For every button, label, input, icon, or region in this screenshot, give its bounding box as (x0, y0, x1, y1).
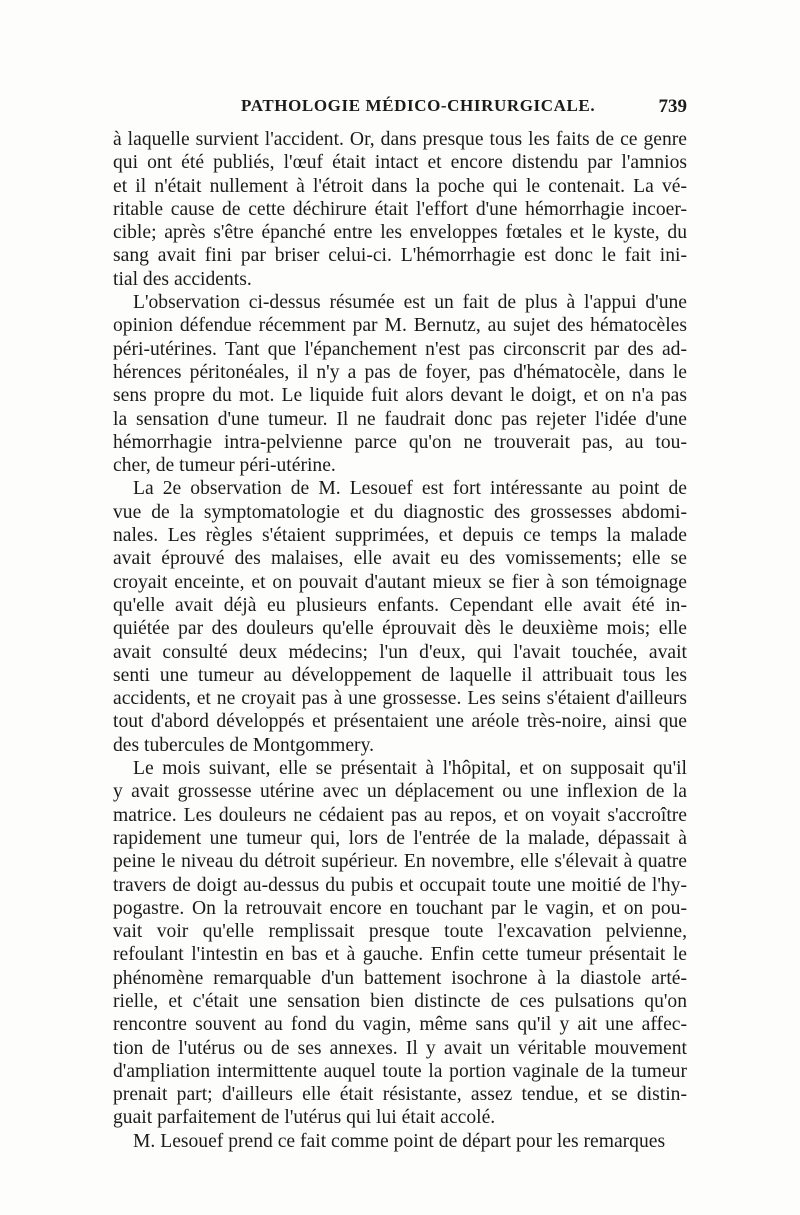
text-line: vait voir qu'elle remplissait presque toute l'excavation pelvienne, (113, 921, 687, 943)
paragraph (113, 128, 687, 291)
text-line: qui ont été publiés, l'œuf était intact et encore distendu par l'amnios (113, 152, 687, 174)
text-line: nales. Les règles s'étaient supprimées, et depuis ce temps la malade (113, 525, 687, 547)
text-line: vue de la symptomatologie et du diagnostic des grossesses abdomi- (113, 501, 687, 523)
page-number: 739 (658, 96, 687, 117)
text-line: cher, de tumeur péri-utérine. (113, 455, 336, 477)
text-line: cible; après s'être épanché entre les enveloppes fœtales et le kyste, du (113, 222, 687, 244)
text-line: M. Lesouef prend ce fait comme point de départ pour les remarques (133, 1130, 666, 1152)
paragraph (113, 291, 687, 477)
text-line: phénomène remarquable d'un battement isochrone à la diastole arté- (113, 967, 687, 989)
text-line: ritable cause de cette déchirure était l'effort d'une hémorrhagie incoer- (113, 198, 687, 220)
text-line: rapidement une tumeur qui, lors de l'entrée de la malade, dépassait à (113, 827, 687, 849)
text-line: rencontre souvent au fond du vagin, même sans qu'il y ait une affec- (113, 1014, 687, 1036)
text-line: peine le niveau du détroit supérieur. En novembre, elle s'élevait à quatre (113, 851, 687, 873)
text-line: accidents, et ne croyait pas à une grossesse. Les seins s'étaient d'ailleurs (113, 688, 687, 710)
text-line: et il n'était nullement à l'étroit dans la poche qui le contenait. La vé- (113, 175, 687, 197)
text-line: Le mois suivant, elle se présentait à l'hôpital, et on supposait qu'il (133, 758, 687, 780)
text-line: avait éprouvé des malaises, elle avait eu des vomissements; elle se (113, 548, 687, 570)
text-line: sens propre du mot. Le liquide fuit alors devant le doigt, et on n'a pas (113, 385, 687, 407)
paragraph (113, 477, 687, 757)
text-line: y avait grossesse utérine avec un déplacement ou une inflexion de la (113, 781, 687, 803)
text-line: senti une tumeur au développement de laquelle il attribuait tous les (113, 664, 687, 686)
text-line: quiétée par des douleurs qu'elle éprouvait dès le deuxième mois; elle (113, 618, 687, 640)
paragraph (113, 1130, 687, 1153)
text-line: tout d'abord développés et présentaient une aréole très-noire, ainsi que (113, 711, 687, 733)
text-line: qu'elle avait déjà eu plusieurs enfants. Cependant elle avait été in- (113, 594, 687, 616)
text-line: d'ampliation intermittente auquel toute la portion vaginale de la tumeur (113, 1060, 687, 1082)
text-line: hérences péritonéales, il n'y a pas de foyer, pas d'hématocèle, dans le (113, 361, 687, 383)
running-title: PATHOLOGIE MÉDICO-CHIRURGICALE. (241, 96, 596, 115)
text-line: guait parfaitement de l'utérus qui lui était accolé. (113, 1107, 496, 1129)
text-line: à laquelle survient l'accident. Or, dans presque tous les faits de ce genre (113, 129, 687, 150)
text-line: tial des accidents. (113, 268, 252, 290)
text-line: refoulant l'intestin en bas et à gauche. Enfin cette tumeur présentait le (113, 944, 687, 966)
paragraph (113, 757, 687, 1130)
text-line: sang avait fini par briser celui-ci. L'hémorrhagie est donc le fait ini- (113, 245, 687, 267)
text-line: croyait enceinte, et on pouvait d'autant mieux se fier à son témoignage (113, 571, 687, 593)
page-header (113, 96, 687, 122)
text-line: travers de doigt au-dessus du pubis et occupait toute une moitié de l'hy- (113, 874, 687, 896)
text-line: avait consulté deux médecins; l'un d'eux, qui l'avait touchée, avait (113, 641, 687, 663)
text-line: rielle, et c'était une sensation bien distincte de ces pulsations qu'on (113, 990, 687, 1012)
text-line: hémorrhagie intra-pelvienne parce qu'on ne trouverait pas, au tou- (113, 431, 687, 453)
text-line: péri-utérines. Tant que l'épanchement n'est pas circonscrit par des ad- (113, 338, 687, 360)
text-line: tion de l'utérus ou de ses annexes. Il y avait un véritable mouvement (113, 1037, 687, 1059)
text-line: des tubercules de Montgommery. (113, 734, 375, 756)
body-text (113, 128, 687, 1153)
text-line: opinion défendue récemment par M. Bernutz, au sujet des hématocèles (113, 315, 687, 337)
text-line: L'observation ci-dessus résumée est un fait de plus à l'appui d'une (133, 292, 687, 314)
text-line: La 2e observation de M. Lesouef est fort intéressante au point de (133, 478, 687, 500)
text-line: prenait part; d'ailleurs elle était résistante, assez tendue, et se distin- (113, 1084, 687, 1106)
text-line: pogastre. On la retrouvait encore en touchant par le vagin, et on pou- (113, 897, 687, 919)
text-line: la sensation d'une tumeur. Il ne faudrait donc pas rejeter l'idée d'une (113, 408, 687, 430)
text-line: matrice. Les douleurs ne cédaient pas au repos, et on voyait s'accroître (113, 804, 687, 826)
